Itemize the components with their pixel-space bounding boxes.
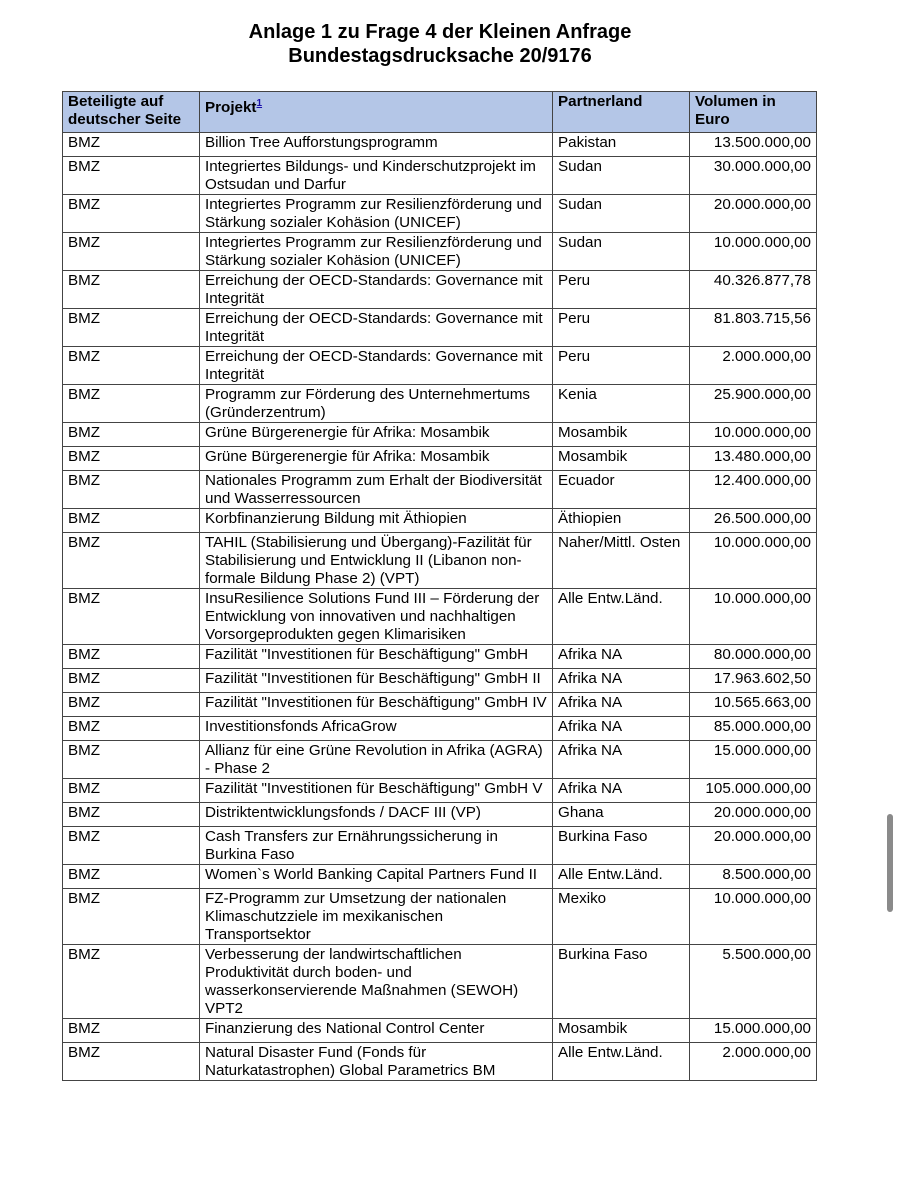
cell-country: Peru: [553, 347, 690, 385]
cell-country: Mexiko: [553, 889, 690, 945]
cell-volume: 10.000.000,00: [690, 423, 817, 447]
cell-volume: 13.480.000,00: [690, 447, 817, 471]
cell-country: Burkina Faso: [553, 945, 690, 1019]
table-row: [63, 447, 817, 471]
cell-country: Afrika NA: [553, 645, 690, 669]
table-row: [63, 589, 817, 645]
cell-project: Grüne Bürgerenergie für Afrika: Mosambik: [200, 423, 553, 447]
cell-project: Erreichung der OECD-Standards: Governance mit Integrität: [200, 271, 553, 309]
cell-country: Mosambik: [553, 423, 690, 447]
cell-country: Peru: [553, 271, 690, 309]
cell-volume: 20.000.000,00: [690, 827, 817, 865]
cell-side: BMZ: [63, 271, 200, 309]
cell-volume: 20.000.000,00: [690, 803, 817, 827]
cell-country: Afrika NA: [553, 693, 690, 717]
cell-side: BMZ: [63, 157, 200, 195]
table-row: [63, 717, 817, 741]
cell-project: Erreichung der OECD-Standards: Governance mit Integrität: [200, 309, 553, 347]
cell-side: BMZ: [63, 233, 200, 271]
cell-volume: 8.500.000,00: [690, 865, 817, 889]
table-row: [63, 157, 817, 195]
cell-side: BMZ: [63, 423, 200, 447]
cell-side: BMZ: [63, 309, 200, 347]
table-row: [63, 195, 817, 233]
table-row: [63, 779, 817, 803]
cell-volume: 5.500.000,00: [690, 945, 817, 1019]
cell-country: Ghana: [553, 803, 690, 827]
cell-side: BMZ: [63, 945, 200, 1019]
table-row: [63, 471, 817, 509]
cell-side: BMZ: [63, 669, 200, 693]
table-row: [63, 945, 817, 1019]
cell-volume: 10.000.000,00: [690, 533, 817, 589]
table-row: [63, 509, 817, 533]
cell-country: Alle Entw.Länd.: [553, 1043, 690, 1081]
cell-side: BMZ: [63, 471, 200, 509]
table-row: [63, 889, 817, 945]
title-line-2: Bundestagsdrucksache 20/9176: [288, 45, 592, 67]
cell-volume: 105.000.000,00: [690, 779, 817, 803]
cell-side: BMZ: [63, 347, 200, 385]
cell-country: Kenia: [553, 385, 690, 423]
cell-country: Alle Entw.Länd.: [553, 865, 690, 889]
cell-volume: 10.565.663,00: [690, 693, 817, 717]
cell-project: Finanzierung des National Control Center: [200, 1019, 553, 1043]
cell-country: Sudan: [553, 233, 690, 271]
cell-project: Allianz für eine Grüne Revolution in Afrika (AGRA) - Phase 2: [200, 741, 553, 779]
cell-project: Fazilität "Investitionen für Beschäftigung" GmbH IV: [200, 693, 553, 717]
table-row: [63, 385, 817, 423]
cell-volume: 85.000.000,00: [690, 717, 817, 741]
cell-project: Integriertes Programm zur Resilienzförderung und Stärkung sozialer Kohäsion (UNICEF): [200, 233, 553, 271]
table-row: [63, 827, 817, 865]
cell-side: BMZ: [63, 1043, 200, 1081]
cell-volume: 17.963.602,50: [690, 669, 817, 693]
cell-project: Integriertes Programm zur Resilienzförderung und Stärkung sozialer Kohäsion (UNICEF): [200, 195, 553, 233]
table-row: [63, 271, 817, 309]
table-row: [63, 803, 817, 827]
cell-country: Pakistan: [553, 133, 690, 157]
cell-project: Nationales Programm zum Erhalt der Biodiversität und Wasserressourcen: [200, 471, 553, 509]
header-country: Partnerland: [553, 92, 690, 133]
cell-country: Afrika NA: [553, 717, 690, 741]
cell-volume: 2.000.000,00: [690, 1043, 817, 1081]
cell-side: BMZ: [63, 717, 200, 741]
cell-side: BMZ: [63, 741, 200, 779]
table-row: [63, 1019, 817, 1043]
header-volume: Volumen in Euro: [690, 92, 817, 133]
cell-project: Verbesserung der landwirtschaftlichen Produktivität durch boden- und wasserkonservierende Maßnahmen (SEWOH) VPT2: [200, 945, 553, 1019]
document-title: [0, 20, 880, 68]
table-row: [63, 741, 817, 779]
cell-side: BMZ: [63, 385, 200, 423]
cell-project: Women`s World Banking Capital Partners Fund II: [200, 865, 553, 889]
cell-side: BMZ: [63, 803, 200, 827]
table-row: [63, 669, 817, 693]
table-row: [63, 133, 817, 157]
cell-country: Sudan: [553, 195, 690, 233]
cell-project: Billion Tree Aufforstungsprogramm: [200, 133, 553, 157]
cell-volume: 80.000.000,00: [690, 645, 817, 669]
cell-side: BMZ: [63, 779, 200, 803]
cell-side: BMZ: [63, 447, 200, 471]
cell-country: Mosambik: [553, 447, 690, 471]
cell-project: Natural Disaster Fund (Fonds für Naturkatastrophen) Global Parametrics BM: [200, 1043, 553, 1081]
cell-country: Afrika NA: [553, 741, 690, 779]
cell-volume: 10.000.000,00: [690, 889, 817, 945]
table-row: [63, 347, 817, 385]
cell-volume: 81.803.715,56: [690, 309, 817, 347]
cell-project: Erreichung der OECD-Standards: Governance mit Integrität: [200, 347, 553, 385]
cell-side: BMZ: [63, 827, 200, 865]
cell-project: InsuResilience Solutions Fund III – Förderung der Entwicklung von innovativen und nachhaltigen Vorsorgeprodukten gegen Klimarisiken: [200, 589, 553, 645]
cell-side: BMZ: [63, 533, 200, 589]
title-line-1: Anlage 1 zu Frage 4 der Kleinen Anfrage: [248, 21, 632, 43]
cell-volume: 30.000.000,00: [690, 157, 817, 195]
project-table: [62, 91, 817, 1081]
cell-volume: 26.500.000,00: [690, 509, 817, 533]
cell-side: BMZ: [63, 133, 200, 157]
cell-volume: 15.000.000,00: [690, 741, 817, 779]
cell-side: BMZ: [63, 509, 200, 533]
cell-side: BMZ: [63, 889, 200, 945]
cell-project: Fazilität "Investitionen für Beschäftigung" GmbH II: [200, 669, 553, 693]
header-side: Beteiligte auf deutscher Seite: [63, 92, 200, 133]
cell-country: Sudan: [553, 157, 690, 195]
cell-country: Burkina Faso: [553, 827, 690, 865]
cell-country: Alle Entw.Länd.: [553, 589, 690, 645]
cell-side: BMZ: [63, 195, 200, 233]
cell-project: Korbfinanzierung Bildung mit Äthiopien: [200, 509, 553, 533]
cell-side: BMZ: [63, 693, 200, 717]
table-row: [63, 233, 817, 271]
cell-country: Peru: [553, 309, 690, 347]
table-row: [63, 645, 817, 669]
cell-volume: 25.900.000,00: [690, 385, 817, 423]
cell-side: BMZ: [63, 589, 200, 645]
cell-country: Afrika NA: [553, 779, 690, 803]
table-row: [63, 693, 817, 717]
header-project-label: Projekt: [205, 99, 257, 117]
cell-project: Investitionsfonds AfricaGrow: [200, 717, 553, 741]
cell-country: Afrika NA: [553, 669, 690, 693]
cell-project: Fazilität "Investitionen für Beschäftigung" GmbH: [200, 645, 553, 669]
table-header-row: [63, 92, 817, 133]
table-row: [63, 309, 817, 347]
cell-side: BMZ: [63, 645, 200, 669]
cell-country: Ecuador: [553, 471, 690, 509]
cell-volume: 10.000.000,00: [690, 233, 817, 271]
footnote-link[interactable]: 1: [256, 98, 263, 109]
cell-project: Integriertes Bildungs- und Kinderschutzprojekt im Ostsudan und Darfur: [200, 157, 553, 195]
cell-side: BMZ: [63, 1019, 200, 1043]
cell-project: Programm zur Förderung des Unternehmertums (Gründerzentrum): [200, 385, 553, 423]
cell-volume: 13.500.000,00: [690, 133, 817, 157]
table-row: [63, 423, 817, 447]
cell-country: Naher/Mittl. Osten: [553, 533, 690, 589]
table-row: [63, 865, 817, 889]
scrollbar-thumb[interactable]: [887, 814, 893, 912]
cell-volume: 40.326.877,78: [690, 271, 817, 309]
cell-project: Grüne Bürgerenergie für Afrika: Mosambik: [200, 447, 553, 471]
cell-volume: 15.000.000,00: [690, 1019, 817, 1043]
cell-project: TAHIL (Stabilisierung und Übergang)-Fazilität für Stabilisierung und Entwicklung II (Libanon non-formale Bildung Phase 2) (VPT): [200, 533, 553, 589]
cell-project: FZ-Programm zur Umsetzung der nationalen Klimaschutzziele im mexikanischen Transportsektor: [200, 889, 553, 945]
cell-country: Äthiopien: [553, 509, 690, 533]
table-row: [63, 533, 817, 589]
cell-project: Fazilität "Investitionen für Beschäftigung" GmbH V: [200, 779, 553, 803]
cell-volume: 10.000.000,00: [690, 589, 817, 645]
table-row: [63, 1043, 817, 1081]
header-project: [200, 92, 553, 133]
cell-country: Mosambik: [553, 1019, 690, 1043]
cell-volume: 2.000.000,00: [690, 347, 817, 385]
cell-volume: 12.400.000,00: [690, 471, 817, 509]
cell-project: Cash Transfers zur Ernährungssicherung in Burkina Faso: [200, 827, 553, 865]
cell-side: BMZ: [63, 865, 200, 889]
cell-volume: 20.000.000,00: [690, 195, 817, 233]
cell-project: Distriktentwicklungsfonds / DACF III (VP): [200, 803, 553, 827]
table-body: [63, 133, 817, 1081]
